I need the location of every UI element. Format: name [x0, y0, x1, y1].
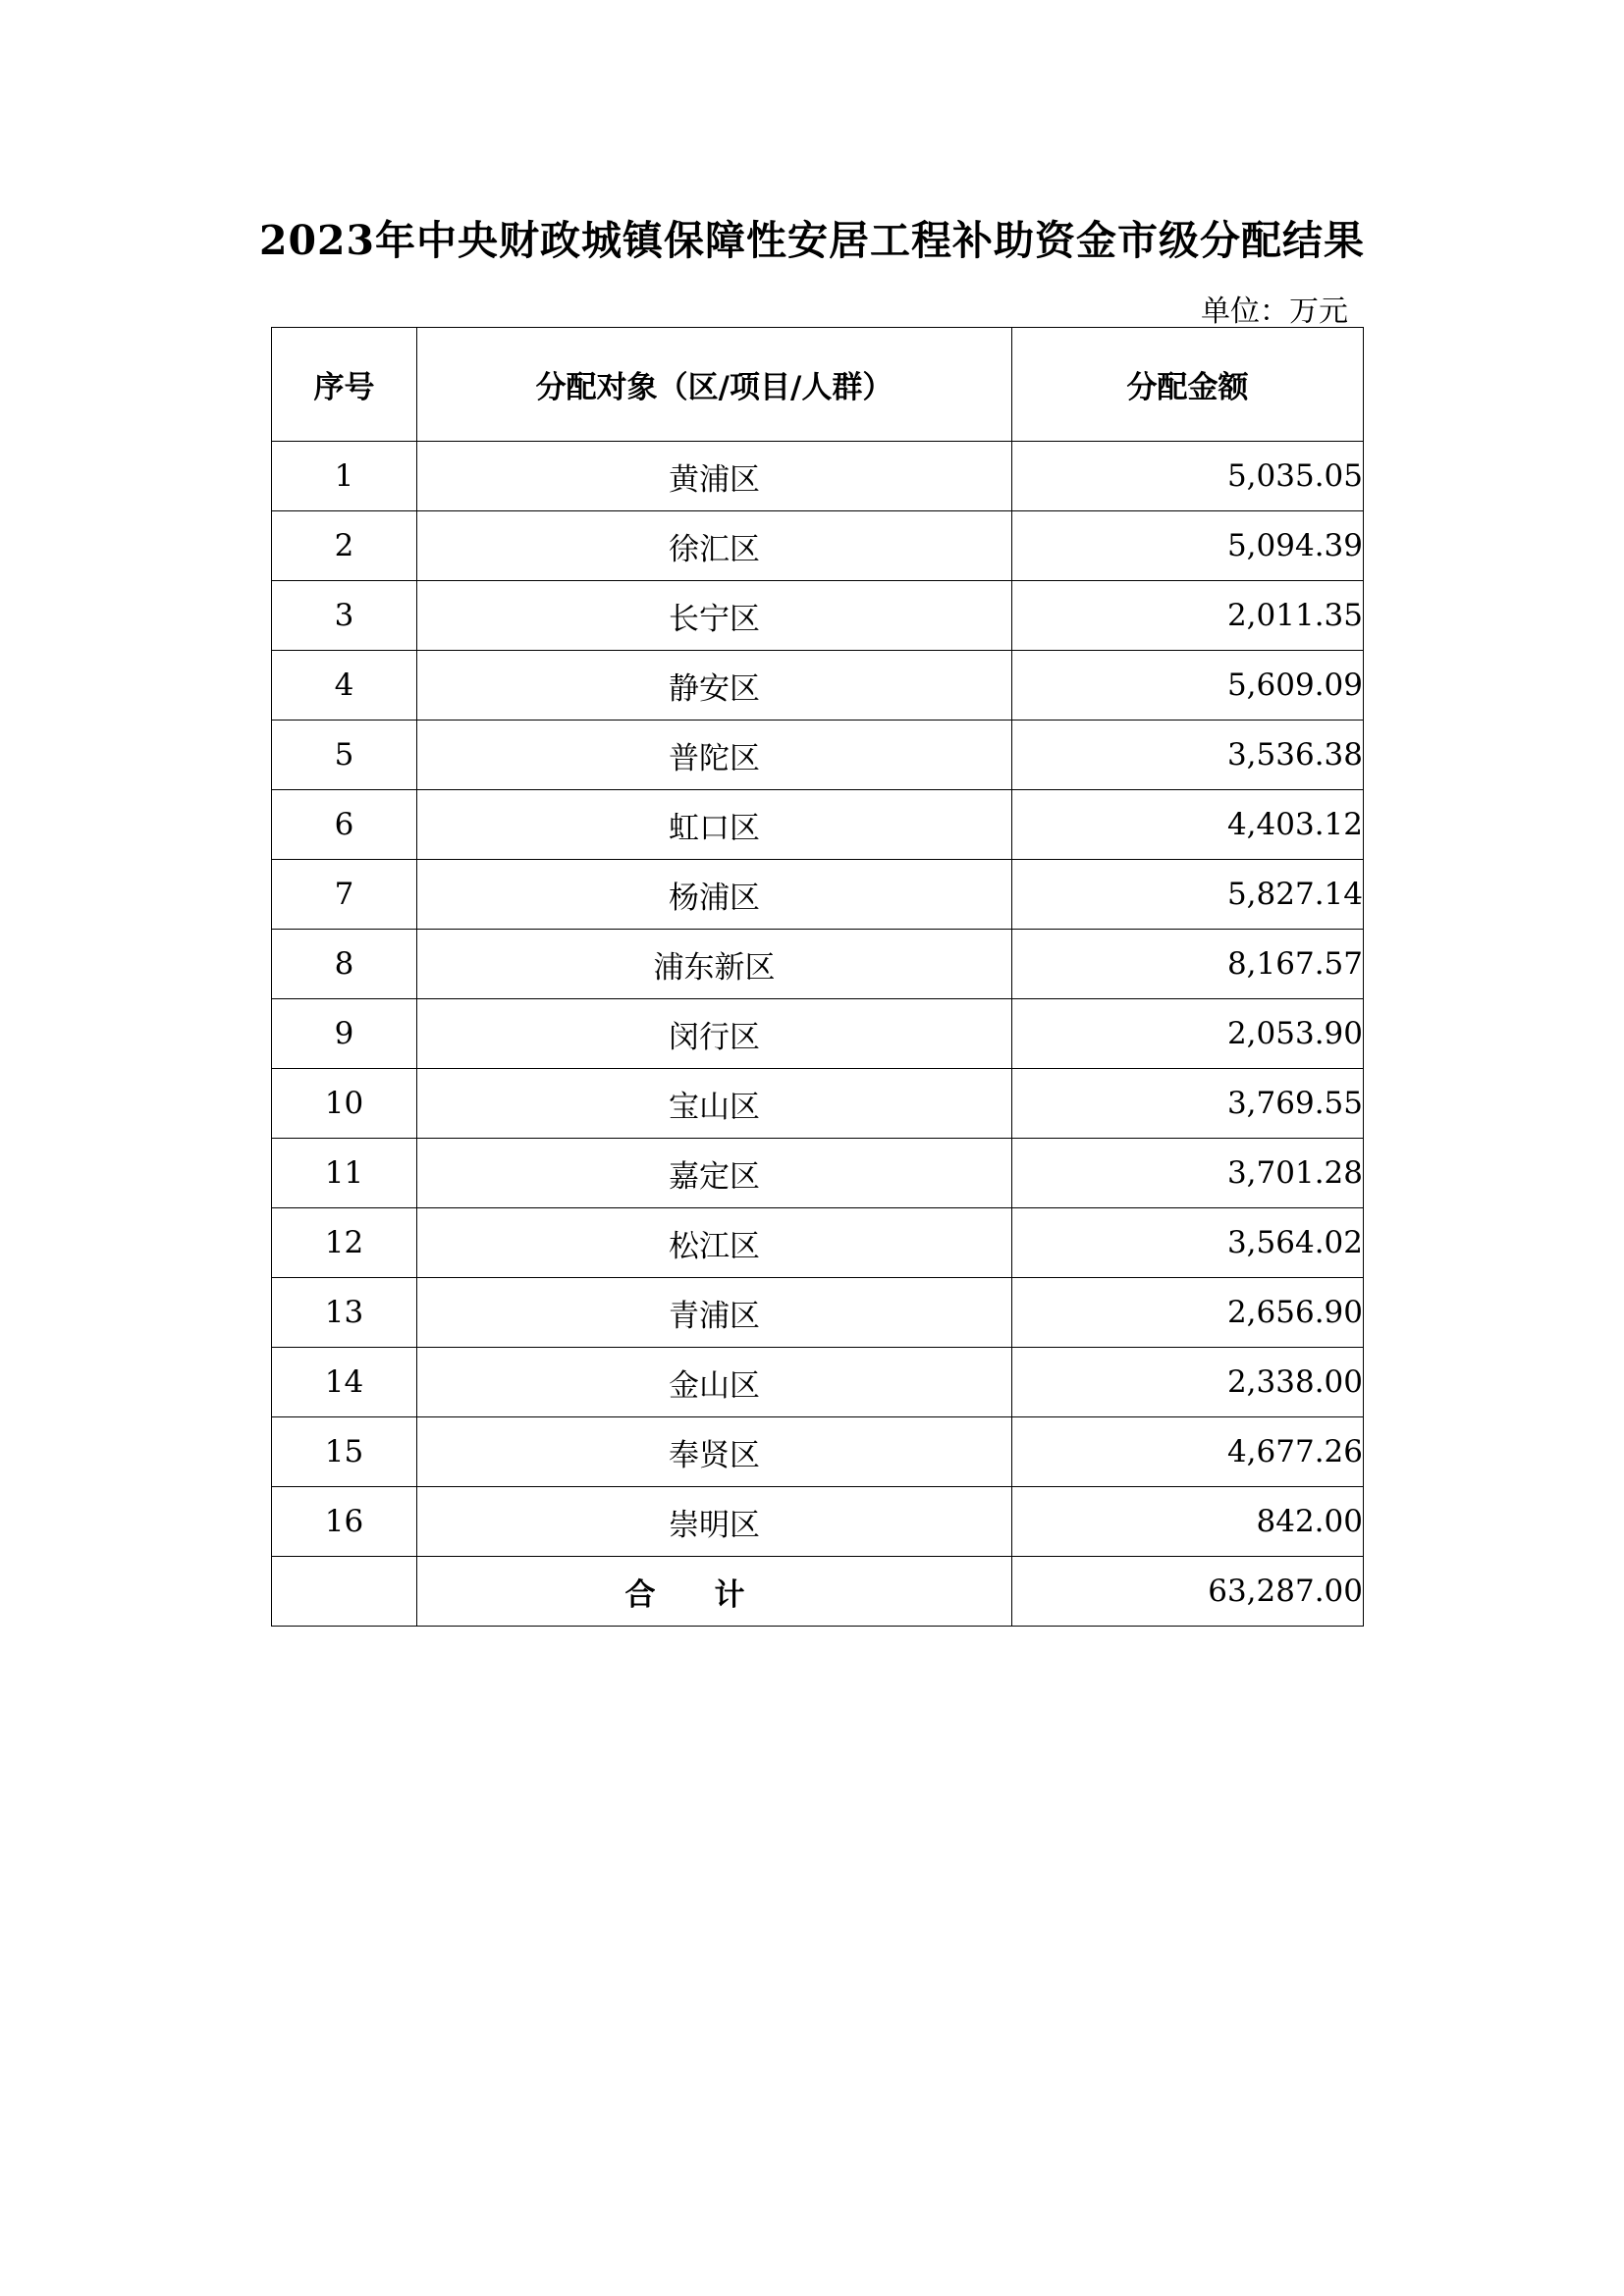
header-target: 分配对象（区/项目/人群） [417, 328, 1012, 442]
row-number: 7 [272, 860, 417, 930]
row-number: 16 [272, 1487, 417, 1557]
table-row [272, 999, 1364, 1069]
table-row [272, 442, 1364, 511]
table-header [272, 328, 1364, 442]
row-number: 9 [272, 999, 417, 1069]
row-amount: 2,053.90 [1012, 999, 1364, 1069]
row-number: 14 [272, 1348, 417, 1417]
row-amount: 5,609.09 [1012, 651, 1364, 721]
row-amount: 2,011.35 [1012, 581, 1364, 651]
table-row [272, 1487, 1364, 1557]
row-target: 黄浦区 [417, 442, 1012, 511]
table-row [272, 930, 1364, 999]
row-amount: 3,564.02 [1012, 1208, 1364, 1278]
row-number: 6 [272, 790, 417, 860]
row-amount: 3,701.28 [1012, 1139, 1364, 1208]
document-title: 2023年中央财政城镇保障性安居工程补助资金市级分配结果 [258, 217, 1366, 264]
row-number: 8 [272, 930, 417, 999]
total-row [272, 1557, 1364, 1627]
row-target: 崇明区 [417, 1487, 1012, 1557]
table-row [272, 790, 1364, 860]
row-number: 3 [272, 581, 417, 651]
row-amount: 5,827.14 [1012, 860, 1364, 930]
row-amount: 5,035.05 [1012, 442, 1364, 511]
table-row [272, 1069, 1364, 1139]
header-no: 序号 [272, 328, 417, 442]
table-row [272, 1417, 1364, 1487]
row-target: 长宁区 [417, 581, 1012, 651]
row-target: 普陀区 [417, 721, 1012, 790]
table-body [272, 442, 1364, 1557]
row-target: 嘉定区 [417, 1139, 1012, 1208]
row-target: 青浦区 [417, 1278, 1012, 1348]
row-amount: 3,536.38 [1012, 721, 1364, 790]
header-amount: 分配金额 [1012, 328, 1364, 442]
total-no-cell [272, 1557, 417, 1627]
row-amount: 8,167.57 [1012, 930, 1364, 999]
row-target: 金山区 [417, 1348, 1012, 1417]
table-row [272, 511, 1364, 581]
row-number: 10 [272, 1069, 417, 1139]
table-row [272, 1278, 1364, 1348]
table-row [272, 651, 1364, 721]
table-row [272, 1208, 1364, 1278]
allocation-table [271, 327, 1364, 1627]
row-amount: 5,094.39 [1012, 511, 1364, 581]
row-number: 2 [272, 511, 417, 581]
table-row [272, 860, 1364, 930]
row-target: 杨浦区 [417, 860, 1012, 930]
row-amount: 3,769.55 [1012, 1069, 1364, 1139]
row-amount: 4,677.26 [1012, 1417, 1364, 1487]
row-target: 虹口区 [417, 790, 1012, 860]
row-number: 5 [272, 721, 417, 790]
row-amount: 2,656.90 [1012, 1278, 1364, 1348]
row-amount: 2,338.00 [1012, 1348, 1364, 1417]
table-row [272, 581, 1364, 651]
row-number: 12 [272, 1208, 417, 1278]
table-row [272, 1139, 1364, 1208]
row-amount: 4,403.12 [1012, 790, 1364, 860]
header-row [272, 328, 1364, 442]
row-target: 徐汇区 [417, 511, 1012, 581]
table-footer [272, 1557, 1364, 1627]
row-target: 奉贤区 [417, 1417, 1012, 1487]
row-number: 4 [272, 651, 417, 721]
total-label: 合计 [417, 1557, 1012, 1627]
total-amount: 63,287.00 [1012, 1557, 1364, 1627]
row-number: 1 [272, 442, 417, 511]
row-number: 13 [272, 1278, 417, 1348]
row-number: 15 [272, 1417, 417, 1487]
table-row [272, 1348, 1364, 1417]
row-target: 浦东新区 [417, 930, 1012, 999]
row-target: 静安区 [417, 651, 1012, 721]
row-number: 11 [272, 1139, 417, 1208]
row-target: 宝山区 [417, 1069, 1012, 1139]
row-target: 闵行区 [417, 999, 1012, 1069]
row-target: 松江区 [417, 1208, 1012, 1278]
table-row [272, 721, 1364, 790]
unit-note: 单位：万元 [1201, 294, 1348, 329]
row-amount: 842.00 [1012, 1487, 1364, 1557]
